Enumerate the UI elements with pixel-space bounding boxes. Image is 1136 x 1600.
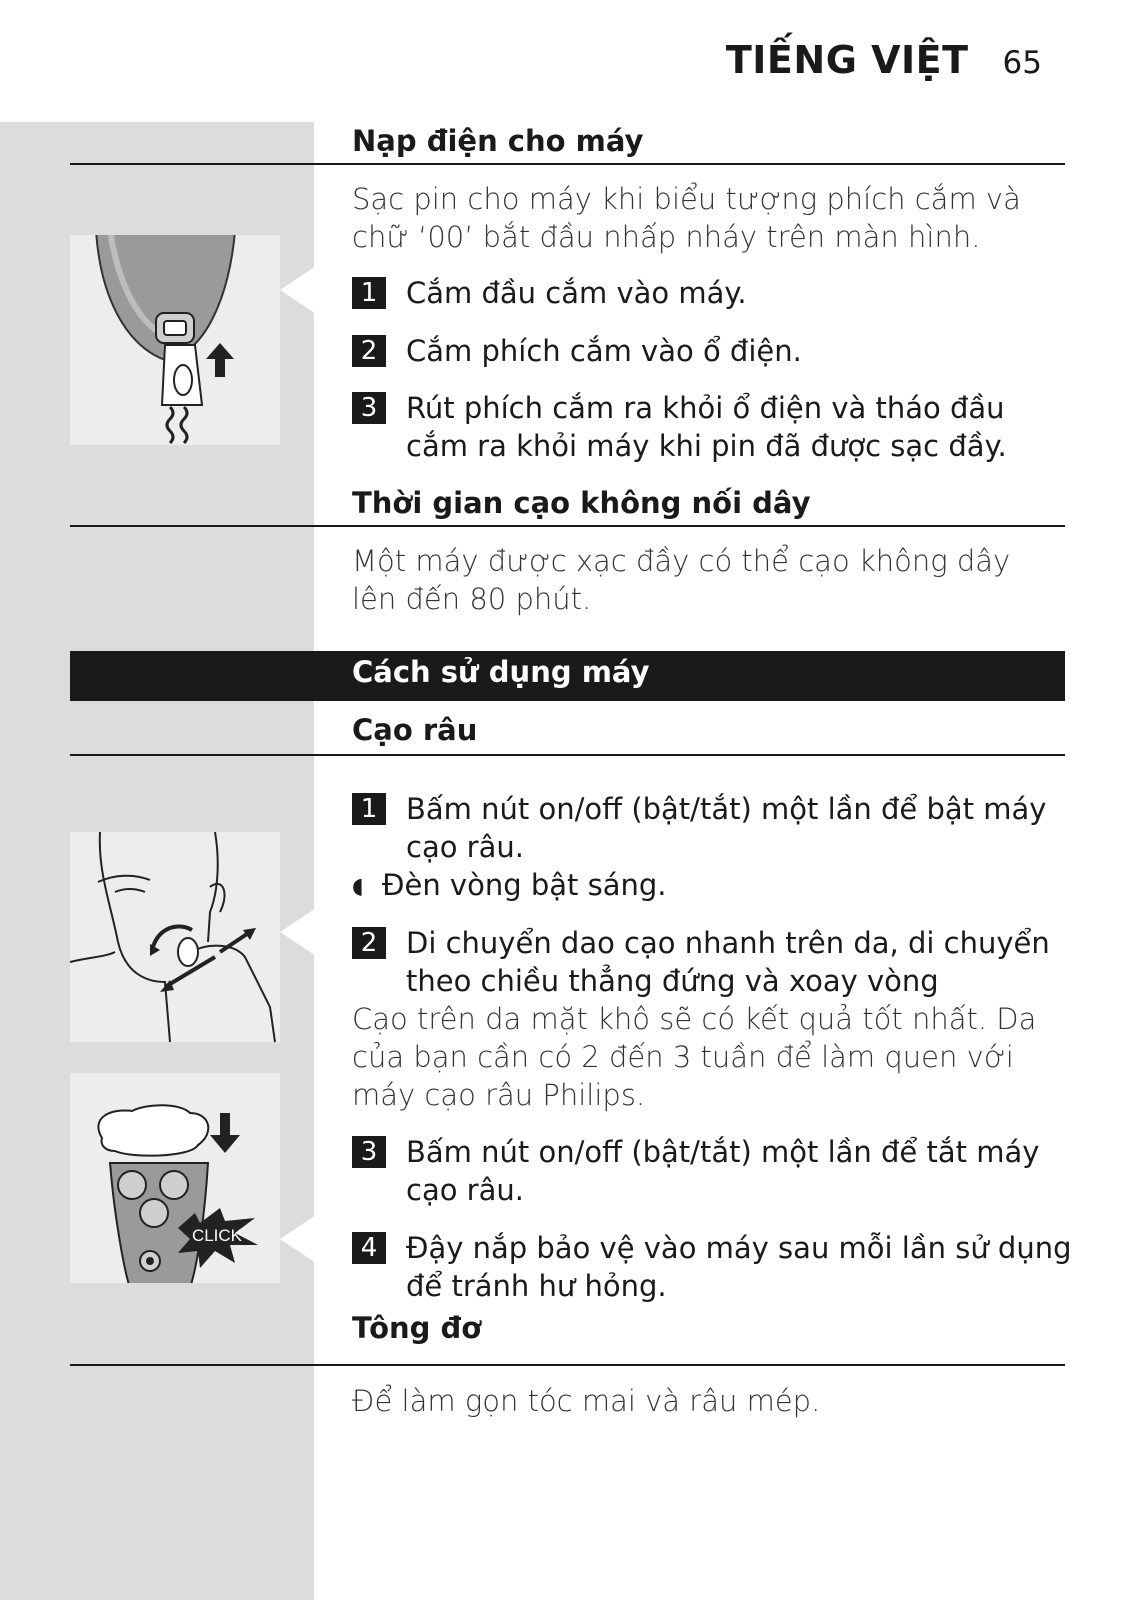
step-text: Bấm nút on/off (bật/tắt) một lần để bật máy cạo râu. — [406, 792, 1047, 864]
bullet-arrow-icon: ◖ — [352, 874, 364, 899]
trimmer-heading: Tông đơ — [352, 1311, 482, 1345]
callout-pointer — [280, 1215, 316, 1263]
cordless-text: Một máy được xạc đầy có thể cạo không dây lên đến 80 phút. — [352, 544, 1011, 616]
step-number: 2 — [352, 335, 386, 367]
charging-heading: Nạp điện cho máy — [352, 124, 644, 158]
protection-cap-illustration — [70, 1073, 280, 1283]
shaving-step-4 — [352, 1229, 1072, 1305]
callout-pointer — [280, 908, 316, 956]
step-text: Cắm đầu cắm vào máy. — [406, 276, 747, 310]
step-number: 1 — [352, 277, 386, 309]
charging-intro: Sạc pin cho máy khi biểu tượng phích cắm và chữ ‘00’ bắt đầu nhấp nháy trên màn hình. — [352, 182, 1021, 254]
bullet-text: Đèn vòng bật sáng. — [382, 868, 667, 902]
charging-step-2 — [352, 332, 1072, 370]
step-text: Di chuyển dao cạo nhanh trên da, di chuyển theo chiều thẳng đứng và xoay vòng — [406, 926, 1050, 998]
shaving-step-3 — [352, 1133, 1072, 1209]
section-band — [70, 651, 1065, 701]
step-text: Rút phích cắm ra khỏi ổ điện và tháo đầu cắm ra khỏi máy khi pin đã được sạc đầy. — [406, 391, 1007, 463]
page-number: 65 — [1002, 45, 1042, 81]
usage-heading: Cách sử dụng máy — [352, 655, 650, 689]
cordless-heading: Thời gian cạo không nối dây — [352, 486, 811, 520]
shaving-heading: Cạo râu — [352, 713, 478, 747]
step-text: Cắm phích cắm vào ổ điện. — [406, 334, 802, 368]
shaving-rule — [70, 754, 1065, 756]
charging-illustration — [70, 235, 280, 445]
step-number: 4 — [352, 1232, 386, 1264]
shaver-cap-icon — [70, 1073, 280, 1283]
shaving-bullet — [352, 866, 666, 906]
shaving-step-1 — [352, 790, 1072, 866]
page-header — [726, 38, 1042, 82]
step-number: 3 — [352, 392, 386, 424]
trimmer-rule — [70, 1364, 1065, 1366]
step-text: Đậy nắp bảo vệ vào máy sau mỗi lần sử dụng để tránh hư hỏng. — [406, 1231, 1072, 1303]
charging-step-1 — [352, 274, 1072, 312]
step-text: Bấm nút on/off (bật/tắt) một lần để tắt máy cạo râu. — [406, 1135, 1040, 1207]
face-shaving-icon — [70, 832, 280, 1042]
shaving-face-illustration — [70, 832, 280, 1042]
trimmer-text: Để làm gọn tóc mai và râu mép. — [352, 1384, 821, 1418]
language-label: TIẾNG VIỆT — [725, 38, 969, 82]
shaver-plug-icon — [70, 235, 280, 445]
step-number: 2 — [352, 927, 386, 959]
click-label: CLICK — [191, 1226, 243, 1245]
callout-pointer — [280, 266, 316, 314]
charging-step-3 — [352, 389, 1072, 465]
charging-rule — [70, 163, 1065, 165]
step-number: 3 — [352, 1136, 386, 1168]
cordless-rule — [70, 525, 1065, 527]
shaving-step-2 — [352, 924, 1072, 1000]
step-number: 1 — [352, 793, 386, 825]
shaving-note: Cạo trên da mặt khô sẽ có kết quả tốt nhất. Da của bạn cần có 2 đến 3 tuần để làm quen với máy cạo râu Philips. — [352, 1002, 1037, 1112]
